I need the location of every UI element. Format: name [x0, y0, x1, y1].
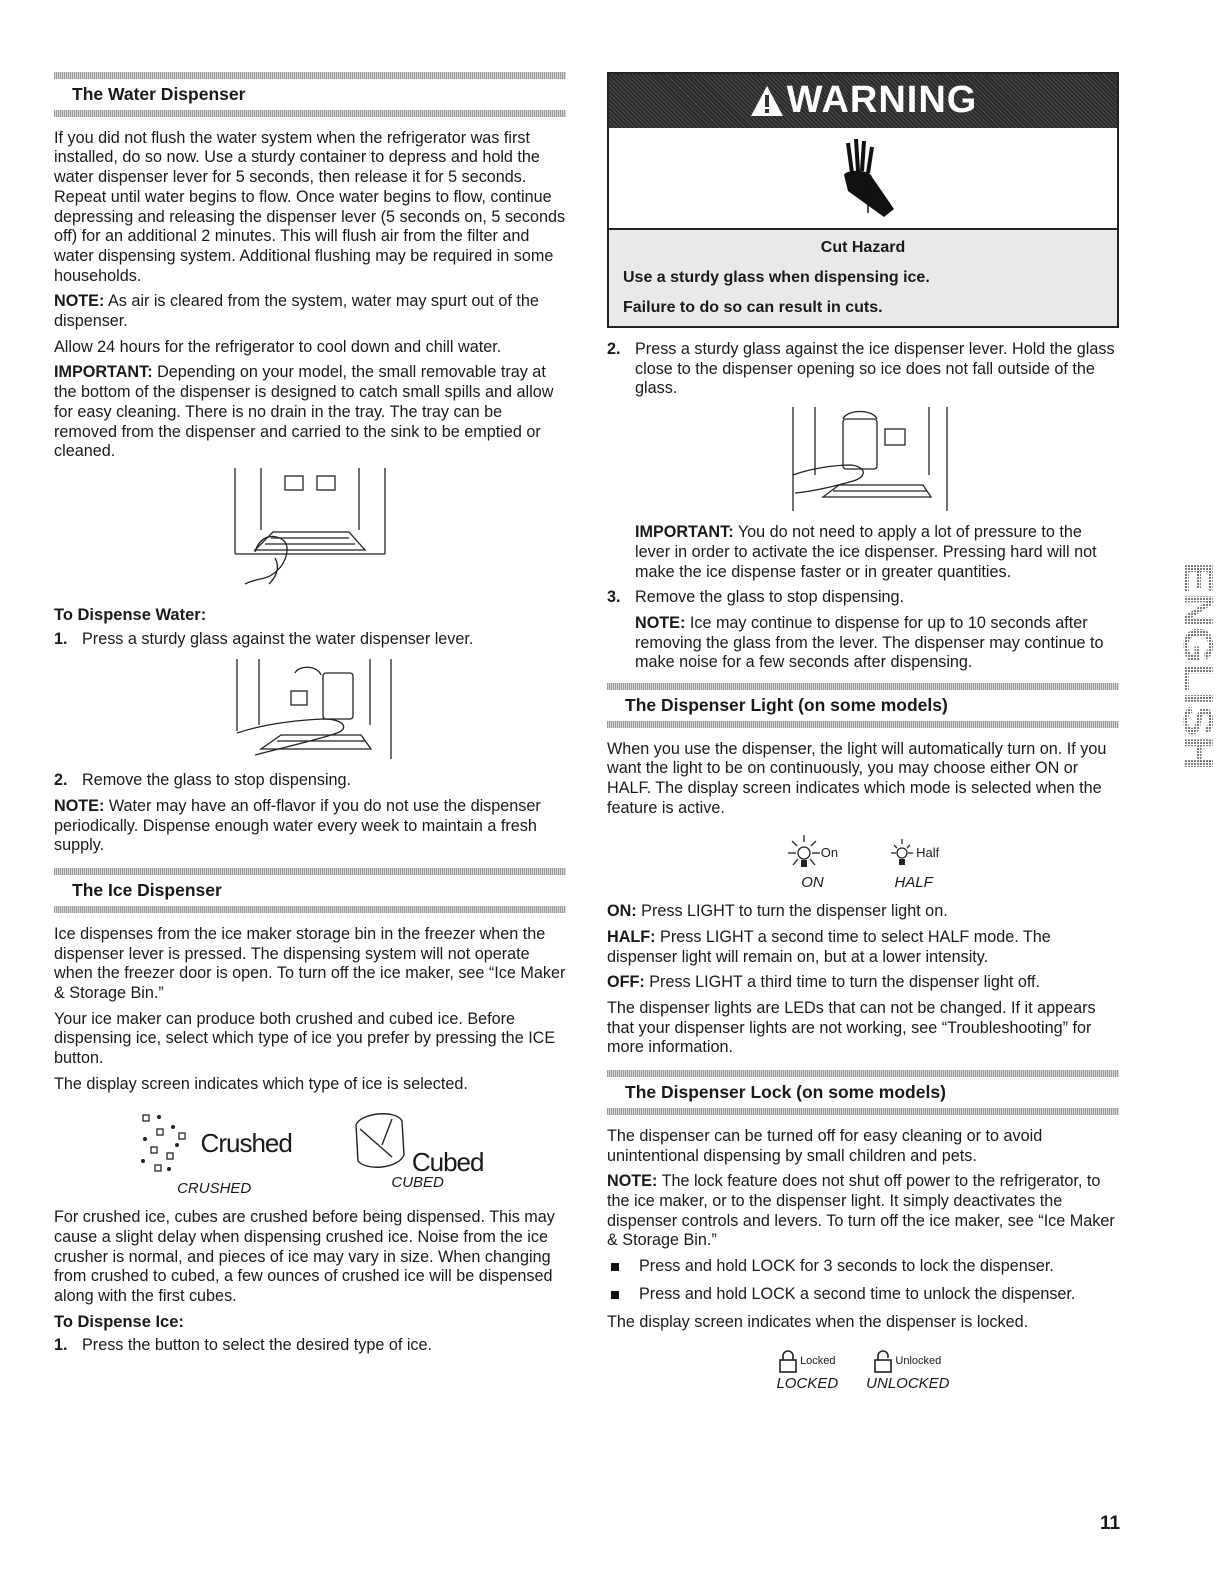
note-paragraph	[54, 292, 566, 331]
lock-icon	[779, 1350, 797, 1374]
step-item	[54, 771, 566, 791]
crushed-indicator	[137, 1109, 292, 1199]
section-header-ice-dispenser	[54, 868, 566, 913]
half-label: HALF:	[607, 927, 656, 946]
unlock-icon	[874, 1350, 892, 1374]
light-half-icon	[888, 833, 916, 873]
paragraph	[607, 973, 1119, 993]
bullet-text: Press and hold LOCK for 3 seconds to lock the dispenser.	[639, 1257, 1054, 1276]
note-text: As air is cleared from the system, water may spurt out of the dispenser.	[54, 292, 539, 331]
paragraph: The display screen indicates which type of ice is selected.	[54, 1074, 468, 1093]
section-title: The Ice Dispenser	[72, 880, 222, 901]
illustration-water-glass	[54, 655, 566, 763]
warning-box	[607, 72, 1119, 328]
step-number: 3.	[607, 588, 621, 607]
unlocked-caption: UNLOCKED	[866, 1375, 950, 1393]
light-mode-icons	[607, 833, 1119, 893]
language-side-tab	[1150, 560, 1222, 775]
note-label: NOTE:	[635, 613, 686, 632]
step-number: 2.	[607, 340, 621, 358]
note-paragraph	[54, 797, 566, 856]
page-number: 11	[1100, 1513, 1121, 1534]
left-column	[54, 72, 566, 1362]
cubed-indicator	[352, 1109, 484, 1199]
bullet-item	[607, 1285, 1119, 1305]
light-on-indicator	[787, 833, 838, 893]
step-number: 1.	[54, 1336, 68, 1355]
important-paragraph	[635, 523, 1119, 582]
lock-state-icons	[607, 1350, 1119, 1394]
half-caption: HALF	[894, 873, 933, 891]
illustration-ice-glass	[607, 405, 1119, 515]
locked-indicator	[776, 1350, 838, 1394]
locked-caption: LOCKED	[776, 1375, 839, 1393]
off-text: Press LIGHT a third time to turn the dispenser light off.	[644, 973, 1041, 992]
subheading-dispense-ice: To Dispense Ice:	[54, 1312, 184, 1331]
step-text: Press the button to select the desired type of ice.	[82, 1336, 433, 1355]
section-header-dispenser-lock	[607, 1070, 1119, 1115]
warning-header	[609, 74, 1117, 128]
light-on-icon-label: On	[820, 844, 839, 860]
paragraph: Your ice maker can produce both crushed and cubed ice. Before dispensing ice, select which type of ice you prefer by pressing the ICE button.	[54, 1009, 556, 1068]
section-title: The Water Dispenser	[72, 84, 246, 104]
step-text: Remove the glass to stop dispensing.	[82, 771, 352, 790]
note-label: NOTE:	[54, 292, 105, 311]
section-header-dispenser-light	[607, 683, 1119, 728]
paragraph: The dispenser lights are LEDs that can not be changed. If it appears that your dispenser lights are not working, see “Troubleshooting” for more information.	[607, 999, 1096, 1057]
on-text: Press LIGHT to turn the dispenser light on.	[636, 902, 948, 921]
cubed-icon-label: Cubed	[411, 1146, 484, 1177]
light-half-indicator	[888, 833, 939, 893]
important-label: IMPORTANT:	[54, 363, 153, 382]
step-item	[607, 588, 1119, 608]
paragraph	[607, 928, 1119, 967]
hazard-title: Cut Hazard	[820, 239, 906, 256]
note-text: Water may have an off-flavor if you do not use the dispenser periodically. Dispense enough water every week to maintain a fresh supply.	[54, 797, 541, 855]
warning-line: Failure to do so can result in cuts.	[623, 299, 883, 316]
paragraph: If you did not flush the water system when the refrigerator was first installed, do so now. Use a sturdy container to depress and hold the water dispenser lever for 5 seconds, then release it for 5 seconds. Repeat until water begins to flow. Once water begins to flow, continue depressing and releasing the dispenser lever (5 seconds on, 5 seconds off) for an additional 2 minutes. This will flush air from the filter and water dispensing system. Additional flushing may be required in some households.	[54, 128, 566, 285]
warning-triangle-icon	[749, 84, 785, 118]
step-item	[607, 340, 1119, 399]
cut-hand-icon	[828, 133, 898, 223]
paragraph: Ice dispenses from the ice maker storage bin in the freezer when the dispenser lever is pressed. The dispensing system will not operate when the freezer door is open. To turn off the ice maker, see “Ice Maker & Storage Bin.”	[54, 924, 566, 1002]
step-item	[54, 1336, 566, 1356]
cubed-ice-icon	[352, 1109, 408, 1173]
cubed-caption: CUBED	[391, 1173, 444, 1191]
important-paragraph	[54, 363, 566, 462]
bullet-text: Press and hold LOCK a second time to unlock the dispenser.	[639, 1284, 1076, 1303]
crushed-icon-label: Crushed	[200, 1127, 292, 1158]
paragraph: The dispenser can be turned off for easy cleaning or to avoid unintentional dispensing by small children and pets.	[607, 1126, 1043, 1165]
step-number: 1.	[54, 629, 68, 648]
light-half-icon-label: Half	[916, 844, 940, 860]
half-text: Press LIGHT a second time to select HALF mode. The dispenser light will remain on, but at a lower intensity.	[607, 927, 1051, 966]
note-paragraph	[635, 614, 1119, 673]
step-text: Press a sturdy glass against the ice dispenser lever. Hold the glass close to the dispenser opening so ice does not fall outside of the glass.	[635, 340, 1115, 398]
step-text: Remove the glass to stop dispensing.	[635, 588, 905, 607]
on-label: ON:	[607, 902, 637, 921]
on-caption: ON	[801, 873, 824, 891]
paragraph	[607, 902, 1119, 922]
step-text: Press a sturdy glass against the water dispenser lever.	[82, 629, 474, 648]
illustration-drip-tray	[54, 468, 566, 598]
ice-type-icons	[54, 1109, 566, 1199]
important-text: Depending on your model, the small removable tray at the bottom of the dispenser is designed to catch small spills and allow for easy cleaning. There is no drain in the tray. The tray can be removed from the dispenser and carried to the sink to be emptied or cleaned.	[54, 363, 554, 461]
section-title: The Dispenser Light (on some models)	[625, 695, 948, 716]
step-item	[54, 630, 566, 650]
paragraph: Allow 24 hours for the refrigerator to cool down and chill water.	[54, 337, 502, 356]
note-text: Ice may continue to dispense for up to 10 seconds after removing the glass from the lever. The dispenser may continue to make noise for a few seconds after dispensing.	[635, 613, 1104, 672]
section-title: The Dispenser Lock (on some models)	[625, 1082, 946, 1103]
crushed-caption: CRUSHED	[177, 1179, 252, 1197]
side-tab-label: ENGLISH	[1175, 562, 1222, 749]
note-text: The lock feature does not shut off power to the refrigerator, to the ice maker, or to the dispenser light. It simply deactivates the dispenser controls and levers. To turn off the ice maker, see “Ice Maker & Storage Bin.”	[607, 1172, 1115, 1250]
warning-title: WARNING	[786, 79, 978, 122]
bullet-item	[607, 1257, 1119, 1277]
step-number: 2.	[54, 771, 68, 790]
warning-body	[609, 230, 1117, 326]
right-column	[607, 72, 1119, 1404]
paragraph: The display screen indicates when the dispenser is locked.	[607, 1312, 1029, 1331]
paragraph: When you use the dispenser, the light will automatically turn on. If you want the light to be on continuously, you may choose either ON or HALF. The display screen indicates which mode is selected when the feature is active.	[607, 739, 1107, 817]
off-label: OFF:	[607, 973, 645, 992]
important-label: IMPORTANT:	[635, 523, 734, 542]
paragraph: For crushed ice, cubes are crushed before being dispensed. This may cause a slight delay when dispensing crushed ice. Noise from the ice crusher is normal, and pieces of ice may vary in size. When changing from crushed to cubed, a few ounces of crushed ice will be dispensed along with the first cubes.	[54, 1208, 555, 1306]
unlocked-indicator	[866, 1350, 949, 1394]
locked-icon-label: Locked	[800, 1355, 836, 1368]
note-label: NOTE:	[54, 797, 105, 816]
important-text: You do not need to apply a lot of pressure to the lever in order to activate the ice dispenser. Pressing hard will not make the ice dispense faster or in greater quantities.	[635, 523, 1097, 581]
light-on-icon	[787, 833, 821, 873]
warning-line: Use a sturdy glass when dispensing ice.	[623, 269, 930, 286]
note-paragraph	[607, 1172, 1119, 1251]
note-label: NOTE:	[607, 1172, 658, 1191]
section-header-water-dispenser	[54, 72, 566, 117]
cut-hazard-pictogram	[609, 128, 1117, 230]
subheading-dispense-water: To Dispense Water:	[54, 605, 207, 624]
crushed-ice-icon	[137, 1109, 197, 1179]
unlocked-icon-label: Unlocked	[895, 1355, 942, 1368]
